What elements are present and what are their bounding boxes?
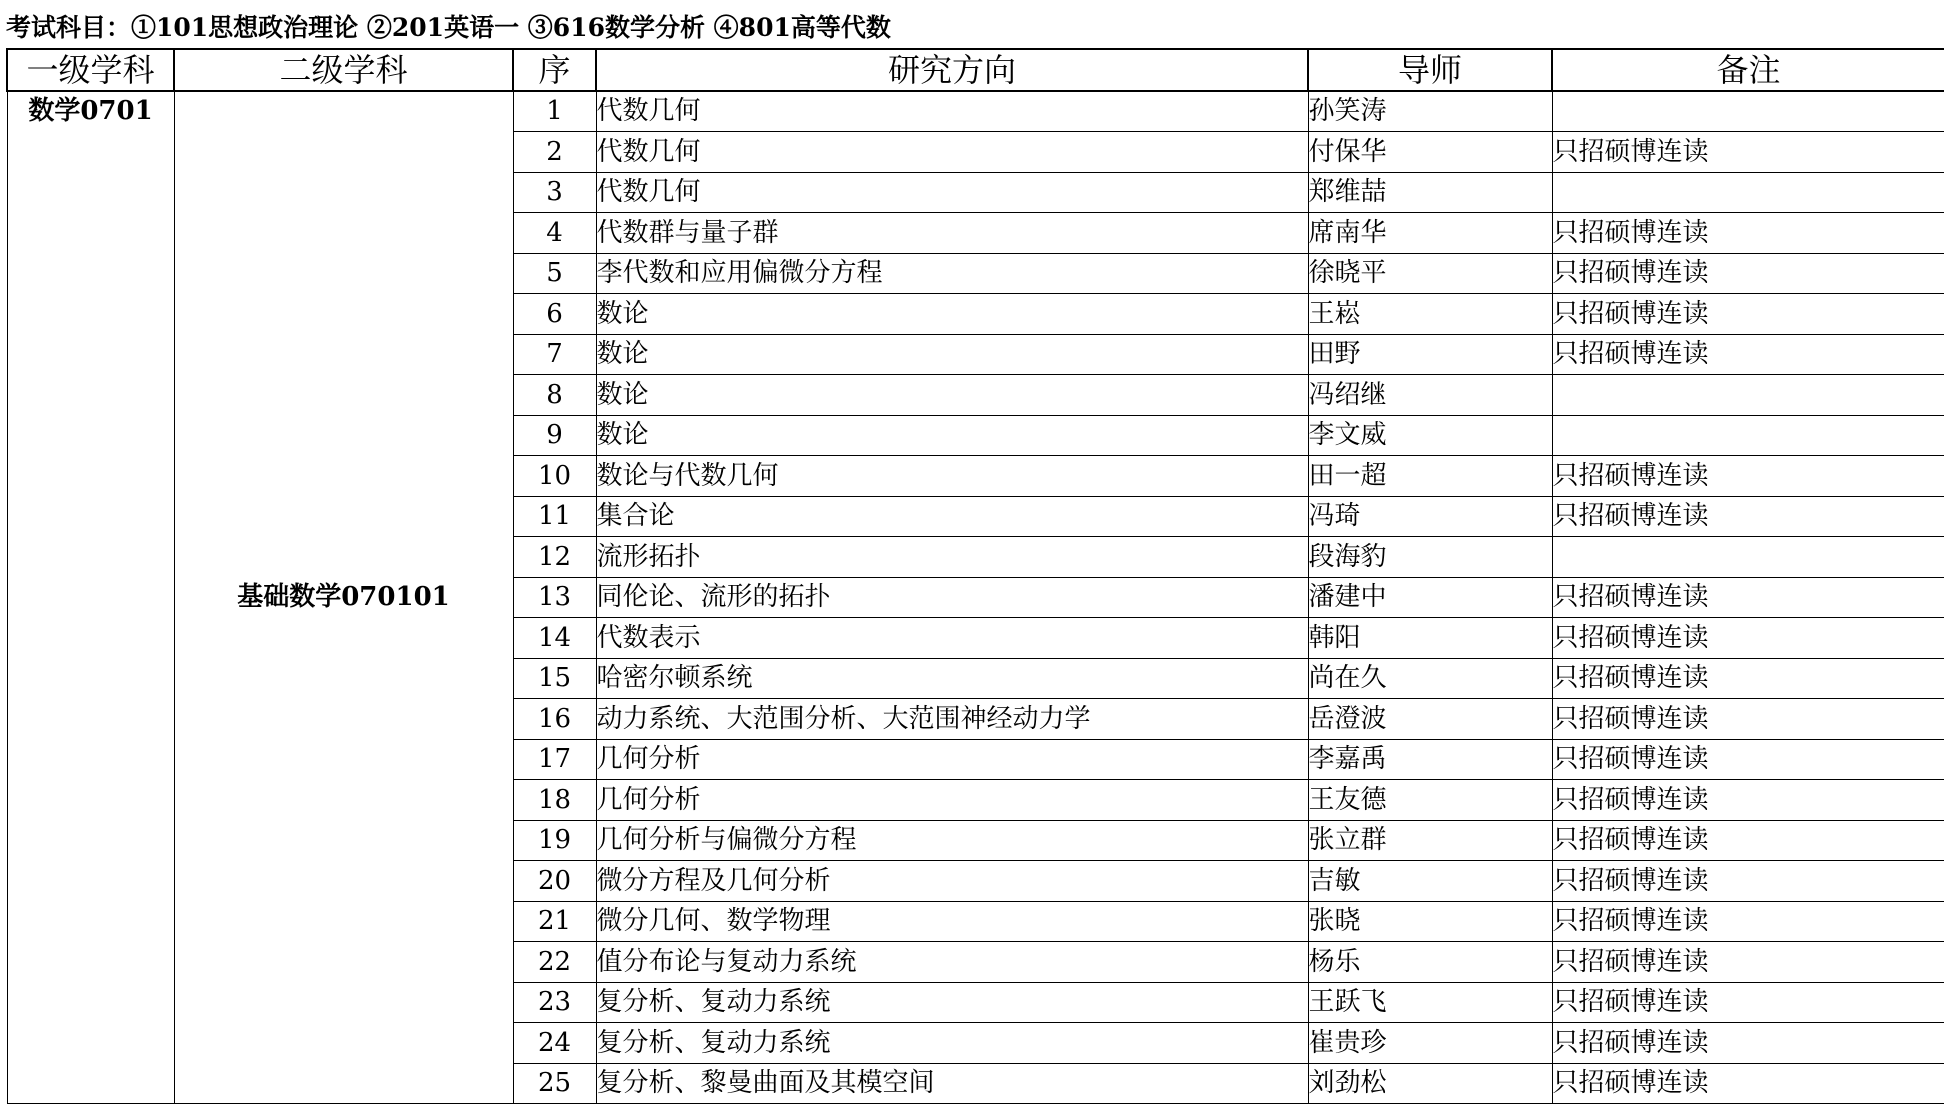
research-direction: 数论与代数几何 — [596, 456, 1308, 497]
row-index: 16 — [513, 699, 596, 740]
row-index: 24 — [513, 1023, 596, 1064]
advisor-name: 杨乐 — [1308, 942, 1552, 983]
research-direction: 复分析、复动力系统 — [596, 1023, 1308, 1064]
table-header-row — [7, 49, 1944, 91]
advisor-name: 吉敏 — [1308, 861, 1552, 902]
remark — [1552, 375, 1944, 416]
header-advisor: 导师 — [1308, 49, 1552, 91]
advisor-name: 席南华 — [1308, 213, 1552, 254]
remark — [1552, 172, 1944, 213]
remark: 只招硕博连读 — [1552, 901, 1944, 942]
advisor-name: 李文威 — [1308, 415, 1552, 456]
advisor-name: 张晓 — [1308, 901, 1552, 942]
remark — [1552, 91, 1944, 132]
remark: 只招硕博连读 — [1552, 456, 1944, 497]
remark: 只招硕博连读 — [1552, 1063, 1944, 1104]
row-index: 5 — [513, 253, 596, 294]
row-index: 15 — [513, 658, 596, 699]
row-index: 2 — [513, 132, 596, 173]
row-index: 19 — [513, 820, 596, 861]
advisor-name: 郑维喆 — [1308, 172, 1552, 213]
advisor-name: 王崧 — [1308, 294, 1552, 335]
research-direction: 代数几何 — [596, 91, 1308, 132]
discipline-cell: 数学0701 — [7, 91, 174, 1104]
advisor-name: 冯琦 — [1308, 496, 1552, 537]
advisor-name: 徐晓平 — [1308, 253, 1552, 294]
remark: 只招硕博连读 — [1552, 1023, 1944, 1064]
research-direction: 代数几何 — [596, 132, 1308, 173]
research-direction: 微分几何、数学物理 — [596, 901, 1308, 942]
remark: 只招硕博连读 — [1552, 820, 1944, 861]
research-direction: 复分析、复动力系统 — [596, 982, 1308, 1023]
advisor-name: 田一超 — [1308, 456, 1552, 497]
advisor-table — [6, 48, 1944, 1104]
research-direction: 几何分析与偏微分方程 — [596, 820, 1308, 861]
advisor-name: 王友德 — [1308, 780, 1552, 821]
remark: 只招硕博连读 — [1552, 982, 1944, 1023]
row-index: 6 — [513, 294, 596, 335]
remark: 只招硕博连读 — [1552, 739, 1944, 780]
advisor-name: 段海豹 — [1308, 537, 1552, 578]
research-direction: 微分方程及几何分析 — [596, 861, 1308, 902]
remark: 只招硕博连读 — [1552, 132, 1944, 173]
row-index: 13 — [513, 577, 596, 618]
research-direction: 代数几何 — [596, 172, 1308, 213]
header-first-level: 一级学科 — [7, 49, 174, 91]
table-row — [7, 91, 1944, 132]
row-index: 18 — [513, 780, 596, 821]
header-second-level: 二级学科 — [174, 49, 513, 91]
row-index: 25 — [513, 1063, 596, 1104]
remark: 只招硕博连读 — [1552, 618, 1944, 659]
research-direction: 流形拓扑 — [596, 537, 1308, 578]
advisor-name: 韩阳 — [1308, 618, 1552, 659]
row-index: 9 — [513, 415, 596, 456]
advisor-name: 李嘉禹 — [1308, 739, 1552, 780]
research-direction: 动力系统、大范围分析、大范围神经动力学 — [596, 699, 1308, 740]
research-direction: 数论 — [596, 415, 1308, 456]
research-direction: 李代数和应用偏微分方程 — [596, 253, 1308, 294]
advisor-name: 付保华 — [1308, 132, 1552, 173]
advisor-name: 冯绍继 — [1308, 375, 1552, 416]
remark: 只招硕博连读 — [1552, 294, 1944, 335]
research-direction: 集合论 — [596, 496, 1308, 537]
row-index: 22 — [513, 942, 596, 983]
row-index: 11 — [513, 496, 596, 537]
header-direction: 研究方向 — [596, 49, 1308, 91]
research-direction: 几何分析 — [596, 780, 1308, 821]
header-index: 序 — [513, 49, 596, 91]
subdiscipline-cell: 基础数学070101 — [174, 91, 513, 1104]
advisor-name: 刘劲松 — [1308, 1063, 1552, 1104]
remark: 只招硕博连读 — [1552, 780, 1944, 821]
exam-subjects-line: 考试科目：①101思想政治理论 ②201英语一 ③616数学分析 ④801高等代数 — [6, 13, 891, 42]
research-direction: 哈密尔顿系统 — [596, 658, 1308, 699]
research-direction: 同伦论、流形的拓扑 — [596, 577, 1308, 618]
remark: 只招硕博连读 — [1552, 253, 1944, 294]
advisor-name: 王跃飞 — [1308, 982, 1552, 1023]
advisor-name: 尚在久 — [1308, 658, 1552, 699]
row-index: 23 — [513, 982, 596, 1023]
research-direction: 复分析、黎曼曲面及其模空间 — [596, 1063, 1308, 1104]
header-remarks: 备注 — [1552, 49, 1944, 91]
row-index: 10 — [513, 456, 596, 497]
remark — [1552, 537, 1944, 578]
remark: 只招硕博连读 — [1552, 699, 1944, 740]
advisor-name: 岳澄波 — [1308, 699, 1552, 740]
advisor-name: 崔贵珍 — [1308, 1023, 1552, 1064]
row-index: 21 — [513, 901, 596, 942]
row-index: 1 — [513, 91, 596, 132]
remark: 只招硕博连读 — [1552, 334, 1944, 375]
advisor-name: 田野 — [1308, 334, 1552, 375]
remark: 只招硕博连读 — [1552, 658, 1944, 699]
research-direction: 数论 — [596, 375, 1308, 416]
row-index: 3 — [513, 172, 596, 213]
research-direction: 数论 — [596, 334, 1308, 375]
row-index: 20 — [513, 861, 596, 902]
row-index: 4 — [513, 213, 596, 254]
research-direction: 代数表示 — [596, 618, 1308, 659]
row-index: 12 — [513, 537, 596, 578]
row-index: 7 — [513, 334, 596, 375]
remark: 只招硕博连读 — [1552, 496, 1944, 537]
advisor-name: 潘建中 — [1308, 577, 1552, 618]
advisor-name: 张立群 — [1308, 820, 1552, 861]
research-direction: 数论 — [596, 294, 1308, 335]
row-index: 17 — [513, 739, 596, 780]
remark: 只招硕博连读 — [1552, 861, 1944, 902]
research-direction: 值分布论与复动力系统 — [596, 942, 1308, 983]
row-index: 14 — [513, 618, 596, 659]
remark: 只招硕博连读 — [1552, 213, 1944, 254]
remark: 只招硕博连读 — [1552, 577, 1944, 618]
research-direction: 几何分析 — [596, 739, 1308, 780]
remark: 只招硕博连读 — [1552, 942, 1944, 983]
row-index: 8 — [513, 375, 596, 416]
advisor-name: 孙笑涛 — [1308, 91, 1552, 132]
research-direction: 代数群与量子群 — [596, 213, 1308, 254]
remark — [1552, 415, 1944, 456]
